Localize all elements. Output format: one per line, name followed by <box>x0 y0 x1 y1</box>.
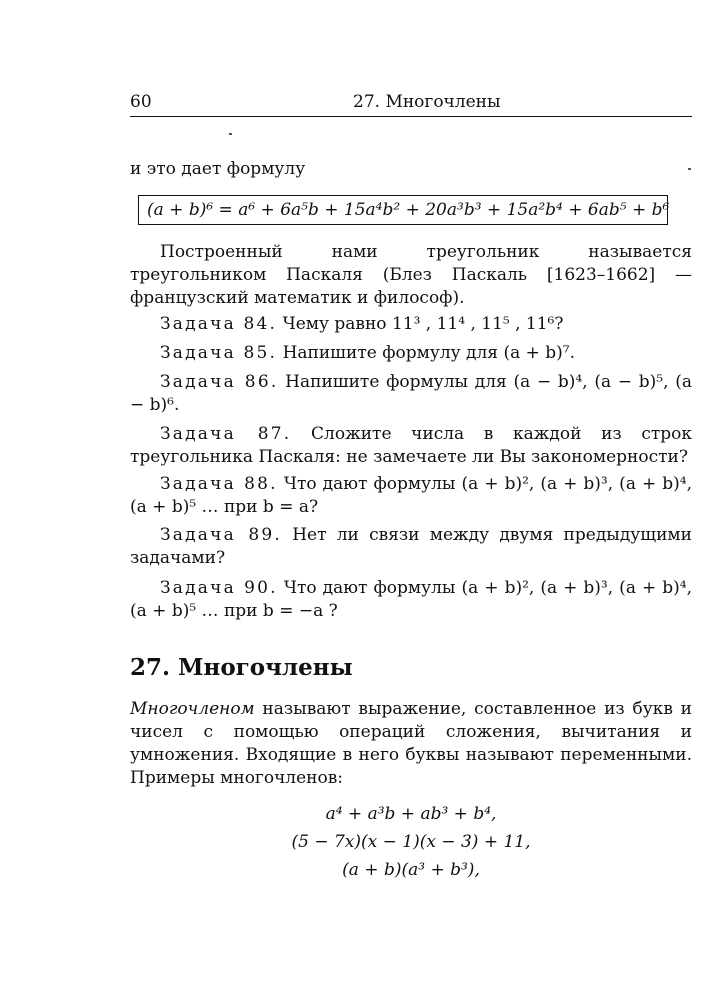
definition-text: называют выражение, составленное из букв и чисел с помощью операций сложения, вычитания и умножения. Входящие в него буквы называют переменными. Примеры многочленов: <box>130 699 692 788</box>
running-title: 27. Многочлены <box>353 92 501 112</box>
task-text: Сложите числа в каждой из строк треугольника Паскаля: не замечаете ли Вы закономерности? <box>130 424 692 467</box>
section-heading: 27. Многочлены <box>130 654 353 681</box>
task-label: Задача 87. <box>160 424 292 444</box>
lead-in-text: и это дает формулу <box>130 159 306 179</box>
definition-block <box>130 698 692 790</box>
example-formula: a⁴ + a³b + ab³ + b⁴, <box>325 804 497 824</box>
task-text: Нет ли связи между двумя предыдущими задачами? <box>130 525 692 568</box>
task-text: Напишите формулы для (a − b)⁴, (a − b)⁵, (a − b)⁶. <box>130 372 692 415</box>
pascal-paragraph-block <box>130 241 692 310</box>
running-header <box>130 92 692 117</box>
boxed-formula: (a + b)⁶ = a⁶ + 6a⁵b + 15a⁴b² + 20a³b³ + 15a²b⁴ + 6ab⁵ + b⁶ <box>138 195 668 225</box>
example-formula: (a + b)(a³ + b³), <box>342 860 480 880</box>
task-85 <box>130 342 692 365</box>
page-number: 60 <box>130 92 152 112</box>
definition-term: Многочленом <box>130 699 255 719</box>
task-label: Задача 90. <box>160 578 278 598</box>
task-text: Что дают формулы (a + b)², (a + b)³, (a + b)⁴, (a + b)⁵ … при b = −a ? <box>130 578 692 621</box>
lead-in-block <box>130 158 692 181</box>
pascal-paragraph: Построенный нами треугольник называется треугольником Паскаля (Блез Паскаль [1623–1662] — французский математик и философ). <box>130 242 692 308</box>
task-86 <box>130 371 692 417</box>
task-label: Задача 89. <box>160 525 282 545</box>
task-label: Задача 84. <box>160 314 278 334</box>
task-84 <box>130 313 692 336</box>
task-87 <box>130 423 692 469</box>
task-text: Напишите формулу для (a + b)⁷. <box>282 343 575 363</box>
task-label: Задача 88. <box>160 474 278 494</box>
task-90 <box>130 577 692 623</box>
task-text: Чему равно 11³ , 11⁴ , 11⁵ , 11⁶? <box>282 314 564 334</box>
example-formula: (5 − 7x)(x − 1)(x − 3) + 11, <box>291 832 531 852</box>
task-88 <box>130 473 692 519</box>
task-label: Задача 85. <box>160 343 278 363</box>
task-89 <box>130 524 692 570</box>
task-label: Задача 86. <box>160 372 279 392</box>
task-text: Что дают формулы (a + b)², (a + b)³, (a + b)⁴, (a + b)⁵ … при b = a? <box>130 474 692 517</box>
scan-speck <box>229 133 232 135</box>
polynomial-examples <box>130 800 692 884</box>
